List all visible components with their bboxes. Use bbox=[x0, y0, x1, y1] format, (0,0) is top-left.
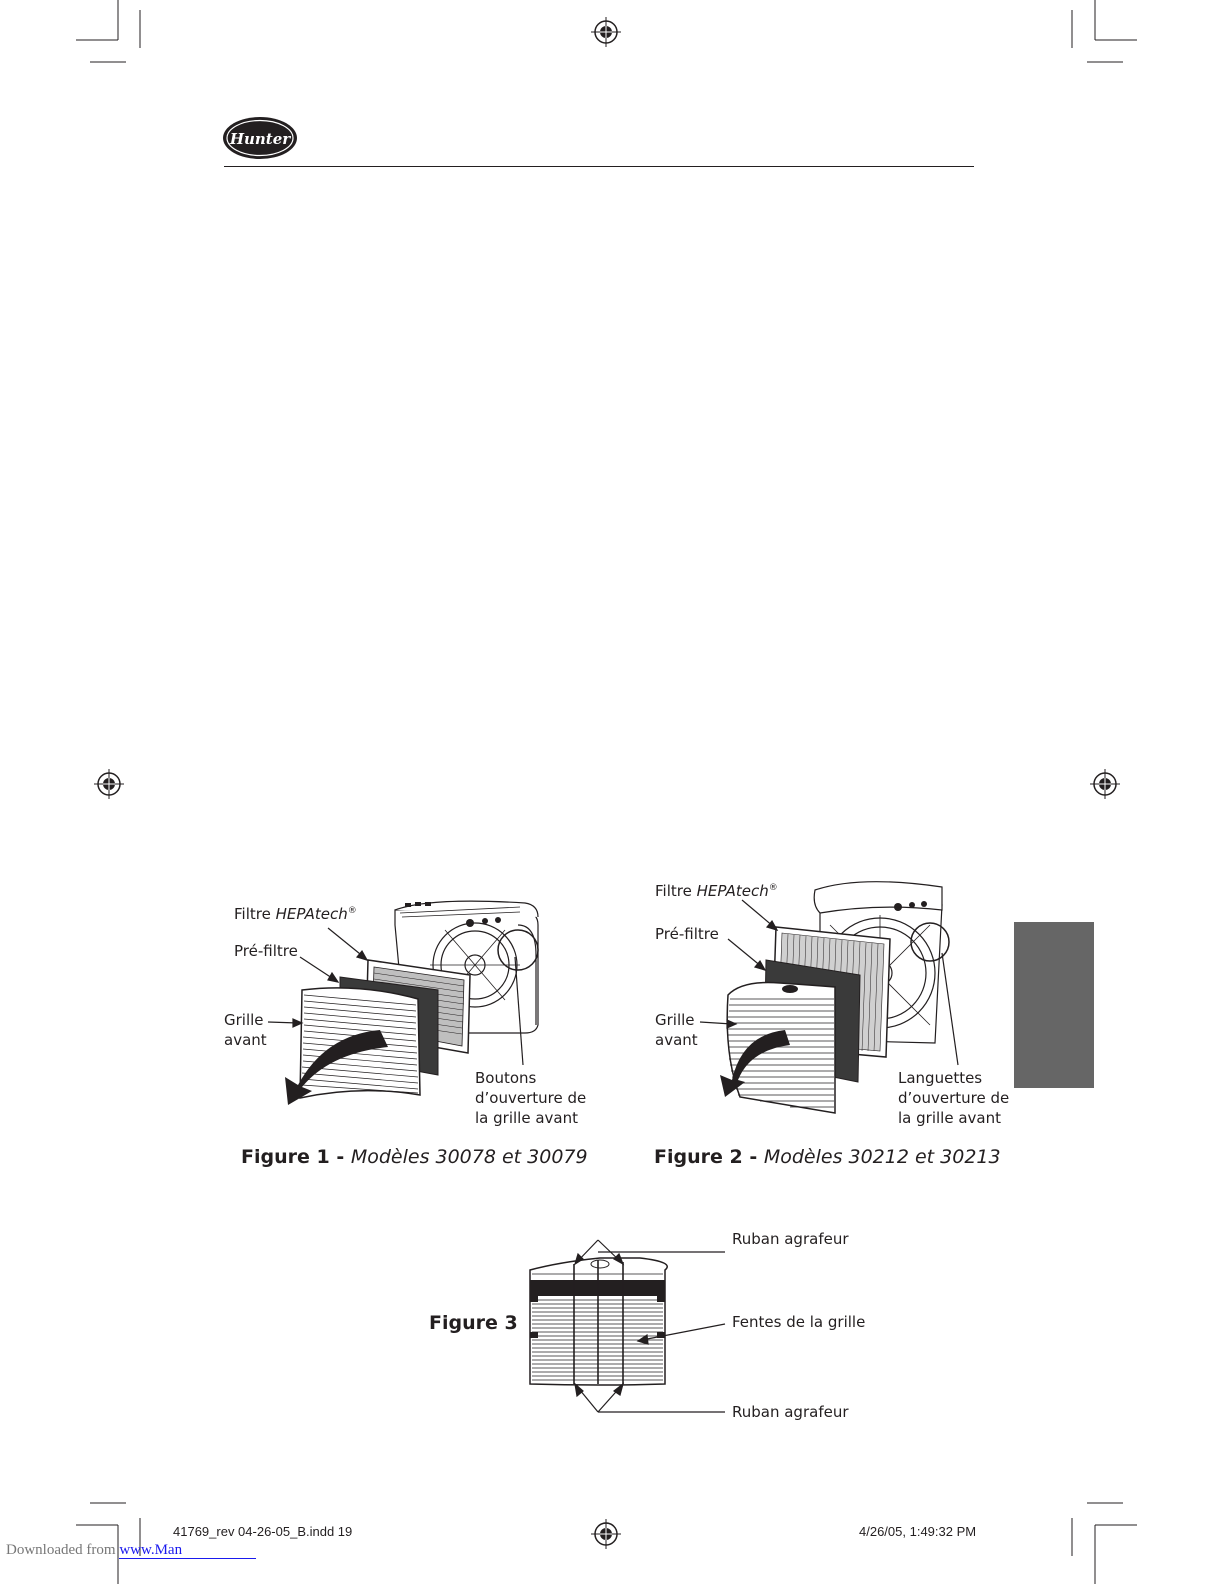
registration-mark-left-icon bbox=[94, 769, 124, 799]
slug-filename: 41769_rev 04-26-05_B.indd 19 bbox=[173, 1524, 353, 1539]
figure1-caption: Figure 1 - Modèles 30078 et 30079 bbox=[241, 1146, 588, 1168]
fig1-label-boutons: Boutons d’ouverture de la grille avant bbox=[475, 1069, 587, 1127]
side-tab bbox=[1014, 922, 1094, 1088]
registration-mark-bottom-icon bbox=[591, 1519, 621, 1549]
fig1-label-prefiltre: Pré-filtre bbox=[234, 942, 298, 960]
download-source: Downloaded from www.Man bbox=[6, 1542, 256, 1559]
fig2-label-hepatech: Filtre HEPAtech® bbox=[655, 882, 778, 900]
fig2-label-prefiltre: Pré-filtre bbox=[655, 925, 719, 943]
figure3-caption: Figure 3 bbox=[429, 1312, 518, 1334]
figure3-illustration bbox=[520, 1234, 730, 1424]
fig3-label-ruban-top: Ruban agrafeur bbox=[732, 1230, 849, 1248]
registration-mark-top-icon bbox=[591, 17, 621, 47]
fig3-label-ruban-bottom: Ruban agrafeur bbox=[732, 1403, 849, 1421]
hunter-logo bbox=[222, 116, 298, 160]
fig1-label-grille: Grille avant bbox=[224, 1011, 267, 1049]
logo-text: Hunter bbox=[229, 130, 291, 148]
slug-timestamp: 4/26/05, 1:49:32 PM bbox=[859, 1524, 977, 1539]
fig2-label-grille: Grille avant bbox=[655, 1011, 698, 1049]
fig3-label-fentes: Fentes de la grille bbox=[732, 1313, 866, 1331]
fig1-label-hepatech: Filtre HEPAtech® bbox=[234, 905, 357, 923]
download-link[interactable]: www.Man bbox=[119, 1542, 256, 1559]
registration-mark-right-icon bbox=[1090, 769, 1120, 799]
header-rule bbox=[224, 166, 974, 167]
figure2-caption: Figure 2 - Modèles 30212 et 30213 bbox=[654, 1146, 1001, 1168]
fig2-label-languettes: Languettes d’ouverture de la grille avant bbox=[898, 1069, 1010, 1127]
front-grille-2 bbox=[727, 983, 835, 1114]
